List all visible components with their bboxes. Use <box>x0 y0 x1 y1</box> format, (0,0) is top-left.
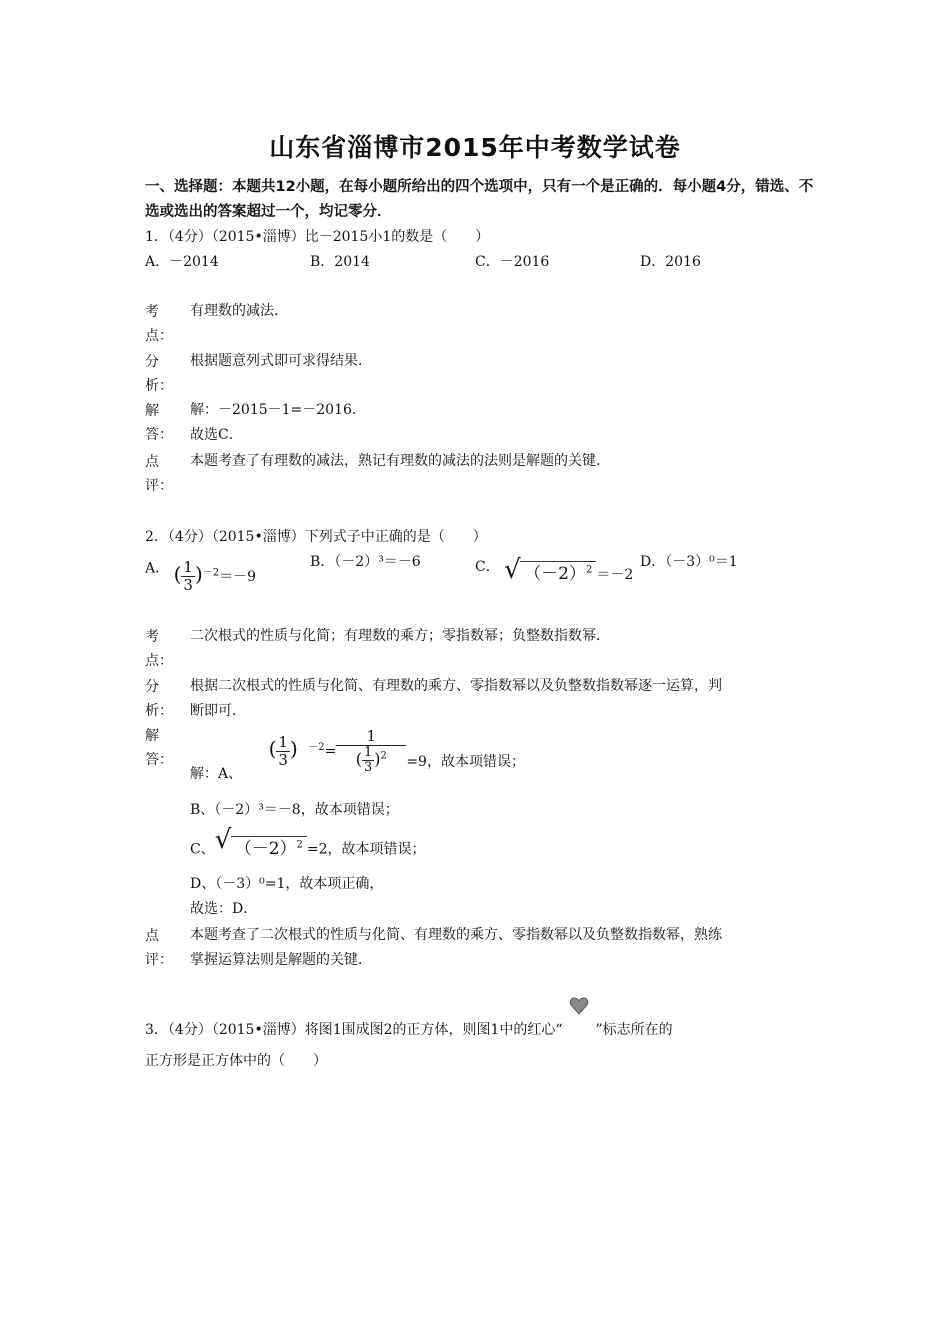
q3-stem-1: 3．（4分）（2015•淄博）将图1围成图2的正方体，则图1中的红心“ ”标志所在的 <box>145 1014 673 1039</box>
q2-option-c-label: C． <box>475 559 500 575</box>
q1-dianping: 本题考查了有理数的减法，熟记有理数的减法的法则是解题的关键． <box>190 453 610 469</box>
section-header: 一、选择题：本题共12小题，在每小题所给出的四个选项中，只有一个是正确的．每小题4分，错选、不选或选出的答案超过一个，均记零分． <box>145 179 814 220</box>
q2-jieda-choice: 故选：D． <box>190 901 258 917</box>
q2-jieda-b: B、（－2）³＝－8，故本项错误； <box>190 802 399 818</box>
q2-option-a-label: A． <box>145 560 170 577</box>
q2-fenxi-2: 断即可． <box>190 703 246 719</box>
q1-fenxi-label: 分析： <box>145 354 173 394</box>
q2-option-c[interactable]: C． √ $(-2)^2 =-2$ <box>475 555 634 585</box>
q2-fenxi-1: 根据二次根式的性质与化简、有理数的乘方、零指数幂以及负整数指数幂逐一运算，判 <box>190 678 722 694</box>
q2-jieda-d: D、（－3）⁰=1，故本项正确， <box>190 876 384 892</box>
q2-dianping-1: 本题考查了二次根式的性质与化简、有理数的乘方、零指数幂以及负整数指数幂，熟练 <box>190 927 722 943</box>
q3-stem-2: 正方形是正方体中的（ ） <box>145 1053 327 1069</box>
q1-option-a[interactable]: A．－2014 <box>145 254 219 270</box>
q2-jieda-c: C、 √ $(-2)^2 =2$，故本项错误； <box>190 832 426 863</box>
q2-fenxi-label: 分析： <box>145 679 173 719</box>
q2-jieda-label: 解答： <box>145 728 173 768</box>
q2-option-d[interactable]: D．（－3）⁰＝1 <box>640 554 738 570</box>
q2-option-a[interactable]: A． ( $\frac{1}{3}$ )$^{-2}$＝－9 <box>145 558 257 594</box>
heart-icon <box>569 996 589 1016</box>
q1-stem: 1．（4分）（2015•淄博）比－2015小1的数是（ ） <box>145 229 490 245</box>
sqrt-expression: √ $(-2)^2$ <box>504 559 596 584</box>
q1-fenxi: 根据题意列式即可求得结果． <box>190 353 372 369</box>
q2-kaodian: 二次根式的性质与化简；有理数的乘方；零指数幂；负整数指数幂． <box>190 628 610 644</box>
page-title: 山东省淄博市2015年中考数学试卷 <box>269 133 681 162</box>
q2-kaodian-label: 考点： <box>145 629 173 669</box>
q1-option-b[interactable]: B．2014 <box>310 254 370 270</box>
q1-dianping-label: 点评： <box>145 454 173 494</box>
q1-kaodian-label: 考点： <box>145 304 173 344</box>
q1-jieda-1: 解：－2015－1=－2016． <box>190 402 366 418</box>
q1-jieda-label: 解答： <box>145 403 173 443</box>
q2-dianping-label: 点评： <box>145 928 173 968</box>
sqrt-expression-2: √ $(-2)^2$ <box>215 832 307 863</box>
q2-option-b[interactable]: B．（－2）³＝－6 <box>310 554 421 570</box>
q2-jieda-a: 解：A、 ( $\frac{1}{3}$ ) $^{-2}$= 1 ( $\frac{1}{3}$ )$^2$ =9，故本项错误； <box>190 727 525 782</box>
q2-dianping-2: 掌握运算法则是解题的关键． <box>190 952 372 968</box>
q2-stem: 2．（4分）（2015•淄博）下列式子中正确的是（ ） <box>145 529 487 545</box>
fraction-one-third: $\frac{1}{3}$ <box>183 558 193 594</box>
q1-jieda-2: 故选C． <box>190 427 243 443</box>
q1-kaodian: 有理数的减法． <box>190 303 288 319</box>
q1-option-d[interactable]: D．2016 <box>640 254 701 270</box>
q1-option-c[interactable]: C．－2016 <box>475 254 550 270</box>
